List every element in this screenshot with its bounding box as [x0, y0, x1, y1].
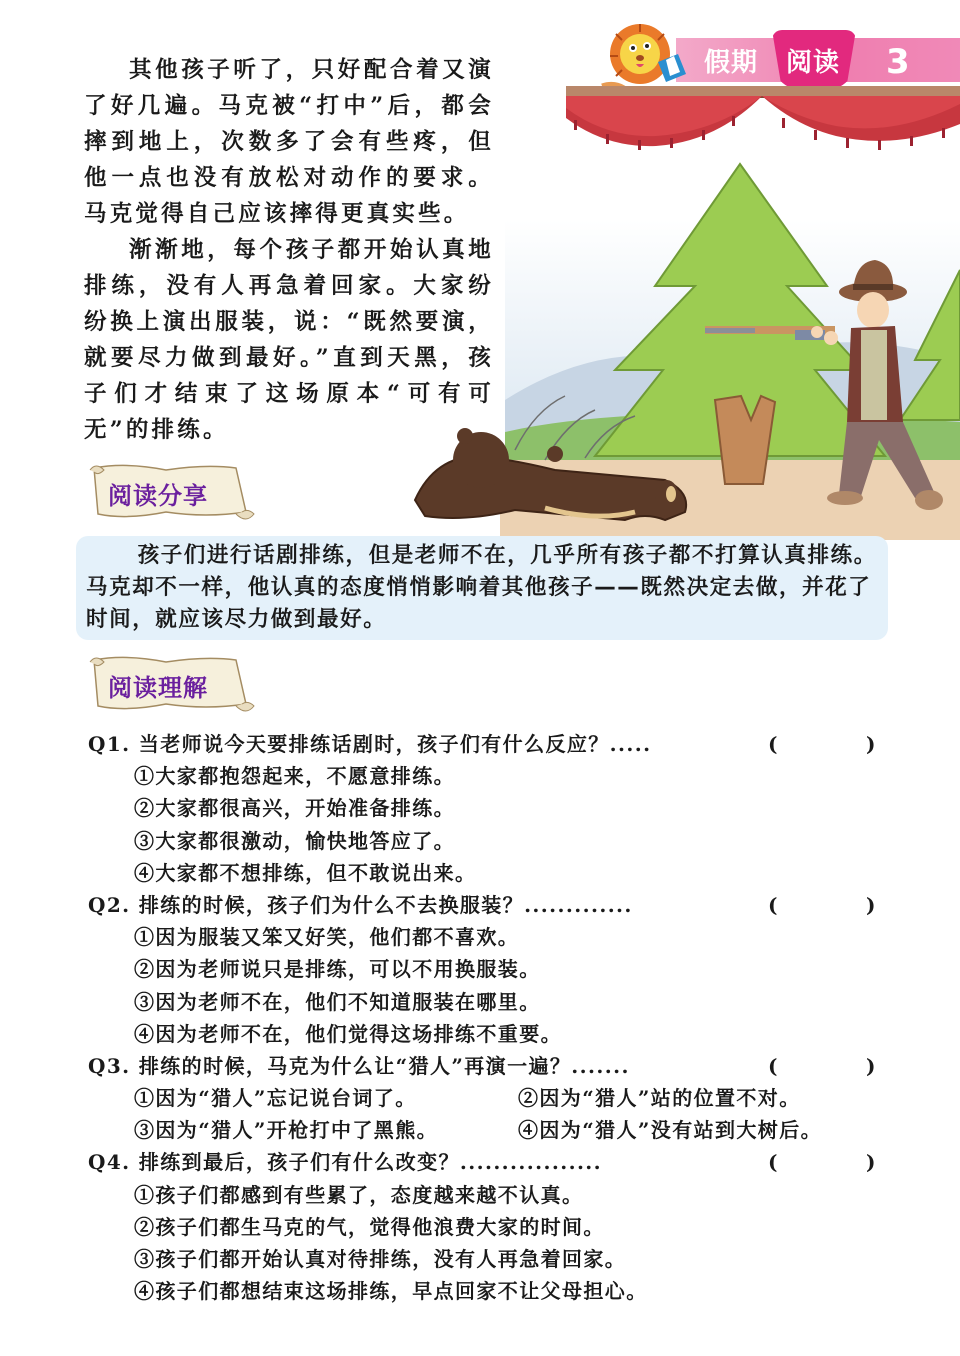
- option-4: ④孩子们都想结束这场排练，早点回家不让父母担心。: [134, 1279, 648, 1304]
- header-banner: [596, 16, 960, 86]
- story-text: [84, 52, 494, 448]
- share-section-header: [86, 462, 256, 528]
- question-1: [88, 728, 888, 760]
- option-4: ④大家都不想排练，但不敢说出来。: [134, 860, 477, 885]
- option-3: ③因为老师不在，他们不知道服装在哪里。: [134, 989, 541, 1014]
- option-1: ①孩子们都感到有些累了，态度越来越不认真。: [134, 1182, 584, 1207]
- option-row-2: [88, 1114, 888, 1146]
- answer-blank-open[interactable]: (: [768, 1150, 779, 1175]
- question-stem: Q2. 排练的时候，孩子们为什么不去换服装？.............: [88, 892, 633, 917]
- option-1: ①因为“猎人”忘记说台词了。: [134, 1086, 417, 1111]
- answer-blank-open[interactable]: (: [768, 892, 779, 917]
- question-stem: Q3. 排练的时候，马克为什么让“猎人”再演一遍？.......: [88, 1053, 630, 1078]
- option-1: ①因为服装又笨又好笑，他们都不喜欢。: [134, 925, 520, 950]
- option-2: ②因为“猎人”站的位置不对。: [518, 1086, 801, 1111]
- option-row-1: [88, 1082, 888, 1114]
- question-2: [88, 889, 888, 921]
- question-stem: Q1. 当老师说今天要排练话剧时，孩子们有什么反应？.....: [88, 732, 652, 756]
- answer-blank-open[interactable]: (: [768, 732, 779, 756]
- share-text-box: [76, 536, 888, 640]
- comprehension-section-header: [86, 654, 256, 720]
- answer-blank-close[interactable]: ): [866, 1150, 877, 1175]
- stage-curtain: [566, 86, 960, 164]
- option-2: ②因为老师说只是排练，可以不用换服装。: [134, 957, 541, 982]
- share-section-title: 阅读分享: [108, 482, 208, 510]
- option-3: ③大家都很激动，愉快地答应了。: [134, 828, 455, 853]
- answer-blank-close[interactable]: ): [866, 732, 877, 756]
- brand-word-holiday: 假期: [704, 48, 759, 78]
- page-number: 3: [886, 42, 910, 82]
- question-stem: Q4. 排练到最后，孩子们有什么改变？.................: [88, 1150, 603, 1175]
- option-1: ①大家都抱怨起来，不愿意排练。: [134, 764, 455, 789]
- option-4: ④因为老师不在，他们觉得这场排练不重要。: [134, 1021, 562, 1046]
- option-3: ③因为“猎人”开枪打中了黑熊。: [134, 1118, 439, 1143]
- brand-word-reading: 阅读: [786, 48, 841, 78]
- share-text: 孩子们进行话剧排练，但是老师不在，几乎所有孩子都不打算认真排练。马克却不一样，他认真的态度悄悄影响着其他孩子——既然决定去做，并花了时间，就应该尽力做到最好。: [86, 543, 877, 632]
- option-2: ②孩子们都生马克的气，觉得他浪费大家的时间。: [134, 1214, 605, 1239]
- option-2: ②大家都很高兴，开始准备排练。: [134, 796, 455, 821]
- story-paragraph-2: 渐渐地，每个孩子都开始认真地排练，没有人再急着回家。大家纷纷换上演出服装，说：“既然要演，就要尽力做到最好。”直到天黑，孩子们才结束了这场原本“可有可无”的排练。: [84, 237, 494, 443]
- question-3: [88, 1050, 888, 1082]
- curtain-drape: [566, 96, 960, 166]
- answer-blank-close[interactable]: ): [866, 892, 877, 917]
- option-3: ③孩子们都开始认真对待排练，没有人再急着回家。: [134, 1247, 627, 1271]
- question-4: [88, 1146, 888, 1178]
- answer-blank-open[interactable]: (: [768, 1053, 779, 1078]
- question-list: [88, 728, 888, 1307]
- answer-blank-close[interactable]: ): [866, 1053, 877, 1078]
- comprehension-section-title: 阅读理解: [108, 674, 208, 702]
- option-4: ④因为“猎人”没有站到大树后。: [518, 1118, 823, 1143]
- story-paragraph-1: 其他孩子听了，只好配合着又演了好几遍。马克被“打中”后，都会摔到地上，次数多了会有些疼，但他一点也没有放松对动作的要求。马克觉得自己应该摔得更真实些。: [84, 57, 494, 227]
